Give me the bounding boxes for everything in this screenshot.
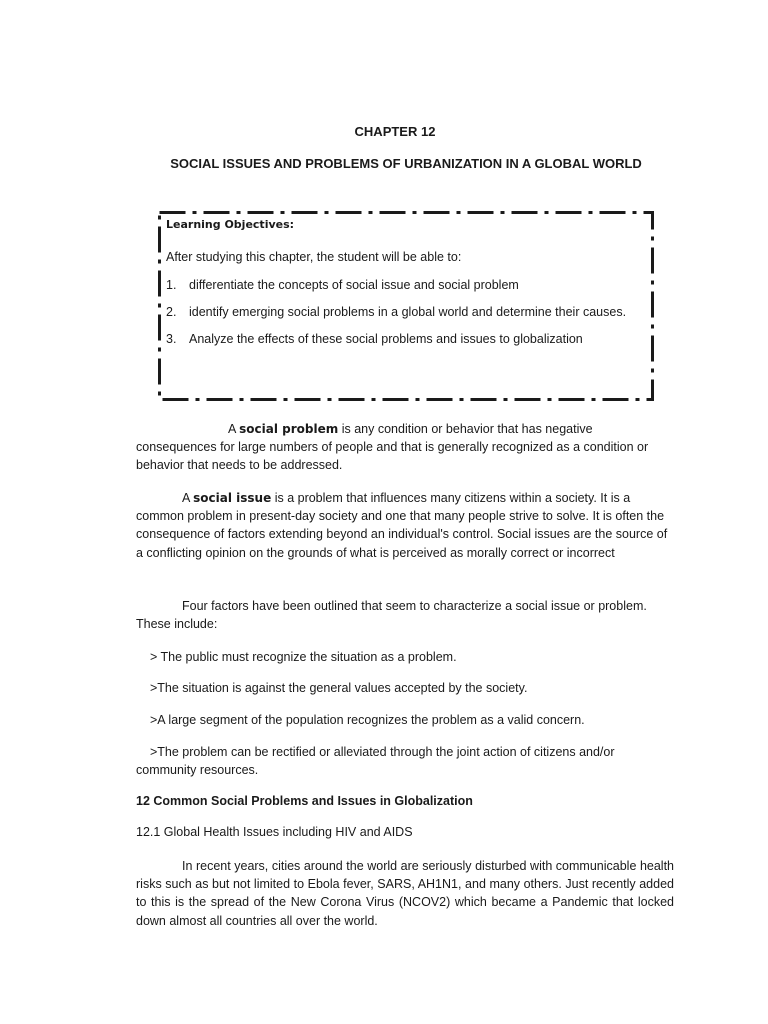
- factors-intro: [136, 597, 674, 633]
- definition-text: is a problem that influences many citizens within a society. It is a common problem in present-day society and one that many people strive to solve. It is often the consequence of factors extending beyond an individual's control. Social issues are the source of a conflicting opinion on the grounds of what is perceived as morally correct or incorrect: [136, 491, 668, 560]
- definition-lead: A: [182, 491, 194, 505]
- chapter-title: SOCIAL ISSUES AND PROBLEMS OF URBANIZATION IN A GLOBAL WORLD: [170, 156, 642, 171]
- section-heading: 12 Common Social Problems and Issues in Globalization: [136, 794, 473, 808]
- factors-intro-text: Four factors have been outlined that seem to characterize a social issue or problem. These include:: [136, 599, 647, 632]
- objectives-heading: Learning Objectives:: [166, 218, 295, 231]
- chapter-label: CHAPTER 12: [354, 124, 436, 139]
- factor-item: >A large segment of the population recognizes the problem as a valid concern.: [150, 713, 585, 727]
- objective-text: differentiate the concepts of social issue and social problem: [189, 278, 519, 292]
- term-social-issue: social issue: [193, 491, 272, 505]
- objectives-intro: After studying this chapter, the student will be able to:: [166, 250, 462, 264]
- factor-item: > The public must recognize the situation as a problem.: [150, 650, 457, 664]
- factor-item: [136, 743, 674, 779]
- objective-number: 3.: [166, 332, 177, 346]
- objectives-list: [166, 277, 636, 358]
- definition-text: is any condition or behavior that has negative consequences for large numbers of people and that is generally recognized as a condition or behavior that needs to be addressed.: [136, 422, 649, 473]
- health-paragraph-text: In recent years, cities around the world are seriously disturbed with communicable health risks such as but not limited to Ebola fever, SARS, AH1N1, and many others. Just recently added to this is the spread of the New Corona Virus (NCOV2) which became a Pandemic that locked down almost all countries all over the world.: [136, 859, 674, 928]
- learning-objectives-box: [158, 211, 654, 401]
- social-issue-definition: [136, 489, 674, 562]
- definition-lead: A: [228, 422, 240, 436]
- objective-item: [166, 331, 636, 347]
- social-problem-definition: [136, 420, 674, 475]
- factor-text: >The problem can be rectified or alleviated through the joint action of citizens and/or community resources.: [136, 745, 615, 778]
- term-social-problem: social problem: [239, 422, 339, 436]
- objective-number: 1.: [166, 278, 177, 292]
- factor-item: >The situation is against the general values accepted by the society.: [150, 681, 528, 695]
- subsection-heading: 12.1 Global Health Issues including HIV and AIDS: [136, 825, 413, 839]
- objective-number: 2.: [166, 305, 177, 319]
- objective-text: Analyze the effects of these social problems and issues to globalization: [189, 332, 583, 346]
- health-issues-paragraph: [136, 857, 674, 930]
- objective-text: identify emerging social problems in a global world and determine their causes.: [189, 305, 627, 319]
- objective-item: [166, 304, 636, 320]
- objective-item: [166, 277, 636, 293]
